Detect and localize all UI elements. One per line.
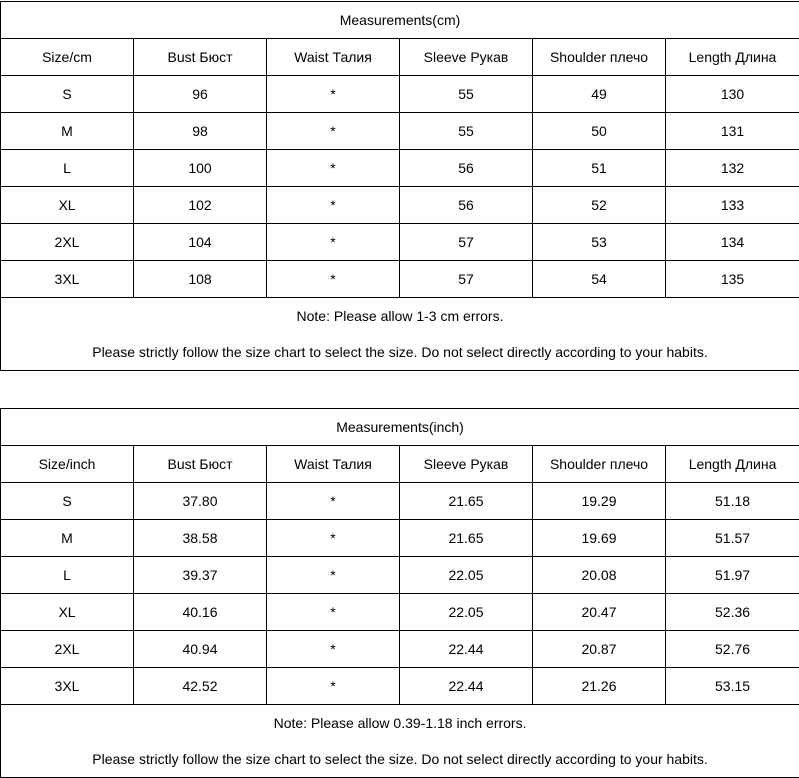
cell-shoulder: 49 (533, 76, 666, 113)
cell-shoulder: 54 (533, 261, 666, 298)
cell-waist: * (267, 520, 400, 557)
header-row (1, 446, 799, 483)
header-waist: Waist Талия (267, 446, 400, 483)
cell-shoulder: 51 (533, 150, 666, 187)
header-sleeve: Sleeve Рукав (400, 39, 533, 76)
cell-length: 51.57 (666, 520, 799, 557)
table-row (1, 261, 799, 298)
cell-bust: 37.80 (134, 483, 267, 520)
header-sleeve: Sleeve Рукав (400, 446, 533, 483)
header-waist: Waist Талия (267, 39, 400, 76)
cell-sleeve: 22.44 (400, 668, 533, 705)
cell-sleeve: 22.05 (400, 557, 533, 594)
cell-length: 52.36 (666, 594, 799, 631)
cell-waist: * (267, 187, 400, 224)
cell-bust: 39.37 (134, 557, 267, 594)
table-row (1, 520, 799, 557)
table-row (1, 113, 799, 150)
cell-sleeve: 57 (400, 261, 533, 298)
table-title-row (1, 2, 799, 39)
table-title: Measurements(cm) (1, 2, 799, 39)
header-shoulder: Shoulder плечо (533, 39, 666, 76)
cell-bust: 102 (134, 187, 267, 224)
cell-sleeve: 55 (400, 113, 533, 150)
cell-length: 134 (666, 224, 799, 261)
cell-waist: * (267, 224, 400, 261)
cell-shoulder: 21.26 (533, 668, 666, 705)
cell-size: 2XL (1, 631, 134, 668)
cell-size: 3XL (1, 261, 134, 298)
cell-length: 53.15 (666, 668, 799, 705)
header-bust: Bust Бюст (134, 39, 267, 76)
cell-bust: 38.58 (134, 520, 267, 557)
header-size: Size/inch (1, 446, 134, 483)
cell-waist: * (267, 76, 400, 113)
cell-shoulder: 53 (533, 224, 666, 261)
cell-sleeve: 21.65 (400, 520, 533, 557)
cell-bust: 100 (134, 150, 267, 187)
cell-size: L (1, 557, 134, 594)
size-chart-inch (0, 408, 799, 778)
table-row (1, 557, 799, 594)
cell-size: L (1, 150, 134, 187)
table-row (1, 631, 799, 668)
cell-sleeve: 55 (400, 76, 533, 113)
cell-waist: * (267, 150, 400, 187)
cell-shoulder: 20.87 (533, 631, 666, 668)
cell-shoulder: 20.47 (533, 594, 666, 631)
advice-row (1, 334, 799, 371)
table-row (1, 668, 799, 705)
cell-waist: * (267, 261, 400, 298)
cell-shoulder: 20.08 (533, 557, 666, 594)
cell-waist: * (267, 631, 400, 668)
cell-size: M (1, 113, 134, 150)
header-bust: Bust Бюст (134, 446, 267, 483)
error-note: Note: Please allow 0.39-1.18 inch errors. (1, 705, 799, 742)
cell-size: M (1, 520, 134, 557)
cell-length: 133 (666, 187, 799, 224)
cell-sleeve: 56 (400, 150, 533, 187)
cell-sleeve: 22.05 (400, 594, 533, 631)
cell-waist: * (267, 483, 400, 520)
cell-shoulder: 19.29 (533, 483, 666, 520)
header-row (1, 39, 799, 76)
table-title: Measurements(inch) (1, 409, 799, 446)
cell-bust: 104 (134, 224, 267, 261)
cell-bust: 42.52 (134, 668, 267, 705)
cell-sleeve: 21.65 (400, 483, 533, 520)
cell-sleeve: 56 (400, 187, 533, 224)
table-row (1, 594, 799, 631)
table-row (1, 483, 799, 520)
cell-sleeve: 57 (400, 224, 533, 261)
size-advice: Please strictly follow the size chart to select the size. Do not select directly according to your habits. (1, 334, 799, 371)
table-row (1, 150, 799, 187)
cell-bust: 96 (134, 76, 267, 113)
cell-shoulder: 50 (533, 113, 666, 150)
cell-bust: 40.94 (134, 631, 267, 668)
cell-bust: 40.16 (134, 594, 267, 631)
header-shoulder: Shoulder плечо (533, 446, 666, 483)
header-length: Length Длина (666, 39, 799, 76)
table-row (1, 187, 799, 224)
cell-length: 52.76 (666, 631, 799, 668)
cell-bust: 98 (134, 113, 267, 150)
cell-length: 132 (666, 150, 799, 187)
cell-size: S (1, 483, 134, 520)
cell-length: 51.97 (666, 557, 799, 594)
cell-size: S (1, 76, 134, 113)
cell-size: XL (1, 594, 134, 631)
cell-size: 2XL (1, 224, 134, 261)
size-advice: Please strictly follow the size chart to select the size. Do not select directly according to your habits. (1, 741, 799, 778)
error-note: Note: Please allow 1-3 cm errors. (1, 298, 799, 335)
cell-waist: * (267, 557, 400, 594)
size-chart-cm (0, 1, 799, 371)
cell-shoulder: 19.69 (533, 520, 666, 557)
cell-waist: * (267, 668, 400, 705)
cell-size: 3XL (1, 668, 134, 705)
table-row (1, 224, 799, 261)
table-title-row (1, 409, 799, 446)
cell-size: XL (1, 187, 134, 224)
cell-length: 130 (666, 76, 799, 113)
cell-shoulder: 52 (533, 187, 666, 224)
cell-bust: 108 (134, 261, 267, 298)
table-row (1, 76, 799, 113)
note-row (1, 298, 799, 335)
cell-waist: * (267, 594, 400, 631)
cell-waist: * (267, 113, 400, 150)
header-length: Length Длина (666, 446, 799, 483)
header-size: Size/cm (1, 39, 134, 76)
cell-length: 135 (666, 261, 799, 298)
cell-sleeve: 22.44 (400, 631, 533, 668)
cell-length: 131 (666, 113, 799, 150)
cell-length: 51.18 (666, 483, 799, 520)
note-row (1, 705, 799, 742)
advice-row (1, 741, 799, 778)
